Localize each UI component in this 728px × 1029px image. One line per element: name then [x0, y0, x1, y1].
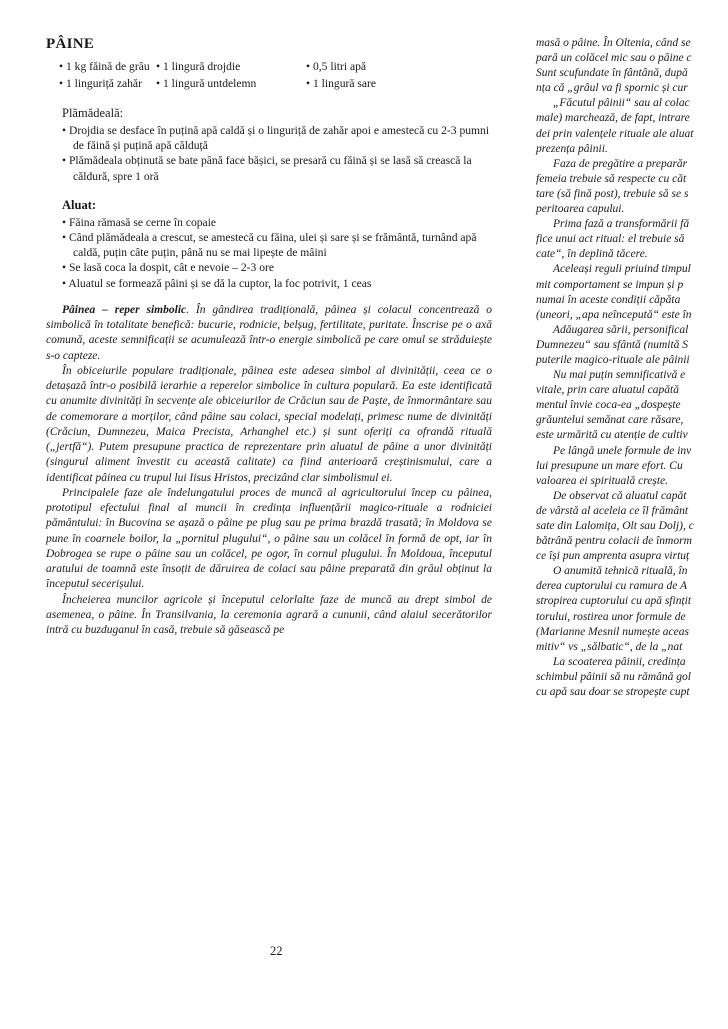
plamadeala-section [62, 106, 492, 184]
paragraph: Încheierea muncilor agricole și începutul celorlalte faze de muncă au drept simbol de asemenea, o pâine. În Transilvania, la ceremonia agrară a cununii, când alaiul secerătorilor intră cu buzduganul în casă, trebuie să găsească pe [46, 593, 492, 637]
right-column-line: puterile magico-rituale ale pâinii [536, 353, 690, 366]
right-column-line: mitiv“ vs „sălbatic“, de la „nat [536, 640, 683, 653]
right-column-line: grăuntelui semănat care răsare, [536, 414, 684, 427]
ingredient: • 1 lingură untdelemn [156, 76, 257, 90]
right-column-line: Sunt scufundate în fântână, după [536, 67, 688, 80]
ingredient: • 1 lingură sare [306, 76, 377, 90]
right-column-line: male) marchează, de fapt, intrare [536, 112, 690, 125]
right-column-line: este urmărită cu atenție de cultiv [536, 429, 688, 442]
paragraph: În obiceiurile populare tradiționale, pâinea este adesea simbol al divinității, ceea ce o detașază într-o posibilă ierarhie a reperelor simbolice în cultura populară. Ea este identificată cu anumite divinități în secvențe ale obiceiurilor de Crăciun sau de Paște, de înmormântare sau de comemorare a morților, când pâine sau colaci, special modelați, primesc nume de divinități (Crăciun, Dumnezeu, Maica Precista, Arhanghel etc.) și sunt oferiți ca ofrandă rituală („jertfă“). Putem presupune practica de reprezentare prin aluatul de pâine a unor divinități (singurul aliment învestit cu această calitate) ca fiind anterioară creștinismului, care a identificat pâinea cu trupul lui Iisus Hristos, precizând clar simbolismul ei. [46, 364, 492, 484]
recipe-title: PÂINE [46, 36, 95, 52]
aluat-section [62, 198, 492, 291]
section-lead: Pâinea – reper simbolic [62, 303, 187, 316]
aluat-step: • Făina rămasă se cerne în copaie [62, 215, 492, 230]
right-column-line: Nu mai puțin semnificativă e [553, 369, 686, 382]
right-column-line: Prima fază a transformării fă [553, 218, 690, 231]
right-column-line: O anumită tehnică rituală, în [553, 565, 688, 578]
right-column-line: De observat că aluatul capăt [553, 489, 687, 502]
right-column-line: ce își pun amprenta asupra virtuț [536, 550, 690, 563]
right-column-line: de vârstă al aceleia ce îl frământ [536, 504, 689, 517]
right-column-line: peritoarea capului. [536, 203, 625, 216]
left-column [46, 36, 492, 638]
right-column-line: bătrână pentru colacii de înmorm [536, 535, 692, 548]
aluat-step: • Aluatul se formează pâini și se dă la cuptor, la foc potrivit, 1 ceas [62, 276, 492, 291]
body-text [46, 303, 492, 639]
aluat-heading: Aluat: [62, 197, 97, 212]
right-column-line: Aceleași reguli priuind timpul [553, 263, 691, 276]
right-column-line: derea cuptorului cu ramura de A [536, 580, 688, 593]
right-column-line: stropirea cuptorului cu apă sfințit [536, 595, 692, 608]
right-column-line: fice unui act ritual: el trebuie să [536, 233, 685, 246]
right-column-line: valoarea ei spirituală crește. [536, 474, 669, 487]
right-column-line: Pe lângă unele formule de inv [553, 444, 692, 457]
right-column-line: masă o pâine. În Oltenia, când se [536, 37, 691, 49]
right-column-line: pară un colăcel mic sau o pâine c [536, 52, 692, 65]
right-column-line: La scoaterea pâinii, credința [553, 655, 686, 668]
paragraph: Principalele faze ale îndelungatului proces de muncă al agricultorului încep cu pâinea, prototipul efectului final al muncii în credința influențării magico-rituale a rodniciei pământului: în Bucovina se așază o pâine pe plug sau pe prima brazdă trasată; în Moldova se pune în coarnele boilor, la „pornitul plugului“, o pâine sau un colăcel în formă de opt, iar în Dobrogea se rupe o pâine sau un colăcel, pe ogor, în cornul plugului. În Moldoua, începutul aratului de toamnă este însoțit de dăruirea de colaci sau pâine preparată din grâul obținut la începutul secerișului. [46, 486, 492, 591]
right-column-line: mentul învie coca-ea „dospește [536, 399, 681, 412]
right-column-line: schimbul pâinii să nu rămână gol [536, 670, 691, 683]
ingredient: • 1 lingură drojdie [156, 60, 241, 73]
right-column-line: femeia trebuie să respecte cu căt [536, 172, 687, 185]
aluat-step: • Se lasă coca la dospit, cât e nevoie – 2-3 ore [62, 260, 492, 275]
paragraph: Pâinea – reper simbolic. În gândirea tradițională, pâinea și colacul concentrează o simbolică în totalitate benefică: bucurie, rodnicie, belșug, fertilitate, puritate. Înscrise pe o axă comună, aceste semnificații se acumulează într-o energie simbolică pe care omul se străduiește s-o capteze. [46, 303, 492, 362]
right-column-line: vitale, prin care aluatul capătă [536, 384, 679, 397]
plamadeala-heading: Plămădeală: [62, 106, 124, 120]
right-column-line: (Marianne Mesnil numește aceas [536, 625, 689, 638]
right-column-line: lui presupune un mare efort. Cu [536, 459, 683, 472]
aluat-step: • Când plămădeala a crescut, se amestecă cu făina, ulei și sare și se frământă, turnând apă caldă, puțin câte puțin, până nu se mai lipește de mâini [62, 230, 492, 260]
ingredients-list [59, 59, 492, 92]
plamadeala-step: • Plămădeala obținută se bate până face bășici, se presară cu făină și se lasă să crească la căldură, spre 1 oră [62, 153, 492, 183]
right-column-line: numai în aceste condiții căpăta [536, 293, 681, 306]
right-column-line: Adăugarea sării, personifical [553, 323, 689, 336]
right-column-line: torului, rostirea unor formule de [536, 610, 686, 623]
right-column [536, 36, 728, 700]
right-column-line: Faza de pregătire a preparăr [553, 157, 688, 170]
ingredient: • 0,5 litri apă [306, 60, 367, 73]
right-column-line: „Făcutul pâinii“ sau al colac [553, 97, 690, 110]
right-column-line: Dumnezeu“ sau sfântă (numită S [536, 338, 689, 351]
plamadeala-step: • Drojdia se desface în puțină apă caldă și o linguriță de zahăr apoi e amestecă cu 2-3 pumni de făină și puțină apă călduță [62, 123, 492, 153]
right-column-line: tare (să fină post), trebuie să se s [536, 187, 689, 200]
right-column-line: mit comportament se impun și p [536, 278, 684, 291]
right-column-line: cu apă sau doar se stropește cupt [536, 686, 690, 699]
ingredient: • 1 kg făină de grâu [59, 60, 150, 73]
right-column-line: (uneori, „apa neîncepută“ este în [536, 308, 692, 321]
right-column-line: prezența pâinii. [536, 142, 608, 155]
right-column-line: nța că „grâul va fi spornic și cur [536, 82, 688, 95]
page-number: 22 [270, 944, 283, 958]
right-column-line: dei prin valențele rituale ale aluat [536, 127, 694, 140]
right-column-line: sate din Lalomița, Olt sau Dolj), c [536, 520, 694, 532]
ingredient: • 1 linguriță zahăr [59, 76, 142, 90]
right-column-line: cate“, în deplină tăcere. [536, 248, 648, 261]
